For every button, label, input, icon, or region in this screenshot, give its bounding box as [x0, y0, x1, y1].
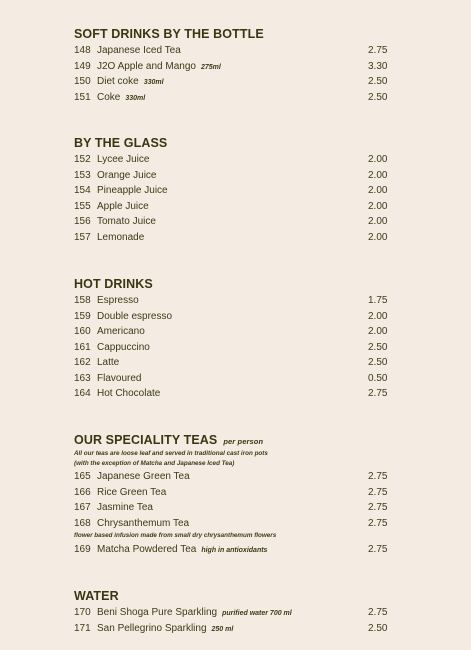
menu-item	[74, 230, 394, 246]
menu-item	[74, 500, 394, 516]
item-price: 2.00	[368, 326, 388, 337]
section-speciality-teas	[74, 431, 394, 557]
item-number: 160	[74, 326, 91, 337]
item-number: 156	[74, 216, 91, 227]
item-number: 159	[74, 310, 91, 322]
item-size: 250 ml	[211, 625, 234, 633]
menu-item	[74, 485, 394, 501]
menu-item	[74, 386, 394, 402]
item-name: Espresso	[97, 295, 139, 306]
item-number: 155	[74, 200, 91, 212]
item-name: Lycee Juice	[97, 154, 150, 165]
tea-note-line: All our teas are loose leaf and served in traditional cast iron pots	[74, 450, 268, 457]
menu-item	[74, 168, 394, 184]
item-number: 151	[74, 91, 91, 103]
item-price: 2.00	[368, 216, 388, 227]
item-price: 2.00	[368, 154, 388, 165]
menu-item	[74, 43, 394, 59]
item-size: 330ml	[143, 79, 164, 86]
item-number: 166	[74, 486, 91, 498]
menu-item	[74, 152, 394, 168]
item-number: 152	[74, 154, 91, 165]
item-price: 2.75	[368, 388, 388, 399]
item-price: 2.75	[368, 471, 388, 482]
item-name: Orange Juice	[97, 169, 157, 181]
menu-item	[74, 59, 394, 75]
item-name: Beni Shoga Pure Sparkling	[97, 607, 218, 618]
item-number: 148	[74, 45, 91, 56]
tea-note-line: (with the exception of Matcha and Japanese Iced Tea)	[74, 459, 235, 467]
item-number: 169	[74, 543, 91, 555]
item-number: 171	[74, 622, 91, 634]
section-soft-drinks	[74, 25, 394, 105]
item-price: 2.00	[368, 200, 388, 212]
section-title: WATER	[74, 589, 119, 603]
item-price: 2.75	[368, 486, 388, 498]
menu-item	[74, 340, 394, 356]
menu-item	[74, 469, 394, 485]
item-price: 2.75	[368, 502, 388, 513]
item-name: Pineapple Juice	[97, 185, 168, 196]
item-size: purified water 700 ml	[222, 610, 292, 617]
item-number: 170	[74, 607, 91, 618]
item-price: 2.75	[368, 543, 388, 555]
item-name: Americano	[97, 326, 145, 337]
item-name: Rice Green Tea	[97, 486, 167, 498]
section-subtitle: per person	[223, 437, 264, 446]
menu-item	[74, 74, 394, 90]
item-name: Matcha Powdered Tea	[97, 543, 197, 555]
item-number: 163	[74, 372, 91, 384]
item-name: Japanese Green Tea	[97, 471, 190, 482]
item-name: Tomato Juice	[97, 216, 156, 227]
item-name: Diet coke	[97, 76, 139, 87]
item-price: 2.00	[368, 185, 388, 196]
section-title	[74, 431, 394, 449]
item-number: 167	[74, 502, 91, 513]
item-price: 2.75	[368, 517, 388, 529]
item-size: 275ml	[200, 63, 221, 71]
item-number: 157	[74, 231, 91, 243]
item-number: 165	[74, 471, 91, 482]
item-number: 158	[74, 295, 91, 306]
item-price: 3.30	[368, 60, 388, 72]
item-price: 2.50	[368, 76, 388, 87]
menu-item	[74, 183, 394, 199]
menu-item	[74, 355, 394, 371]
item-name: Latte	[97, 357, 120, 368]
item-number: 149	[74, 60, 91, 72]
item-price: 2.50	[368, 91, 388, 103]
item-number: 161	[74, 341, 91, 353]
item-name: San Pellegrino Sparkling	[97, 622, 207, 634]
item-number: 164	[74, 388, 91, 399]
item-number: 162	[74, 357, 91, 368]
item-name: J2O Apple and Mango	[97, 60, 196, 72]
item-price: 2.00	[368, 310, 388, 322]
menu-item	[74, 605, 394, 621]
menu-item	[74, 309, 394, 325]
item-name: Jasmine Tea	[97, 502, 153, 513]
item-number: 168	[74, 517, 91, 529]
section-title: SOFT DRINKS BY THE BOTTLE	[74, 27, 264, 41]
menu-item	[74, 516, 394, 532]
item-price: 0.50	[368, 372, 388, 384]
item-name: Hot Chocolate	[97, 388, 161, 399]
item-name: Double espresso	[97, 310, 173, 322]
section-title: BY THE GLASS	[74, 136, 168, 150]
menu-item	[74, 621, 394, 637]
item-name: Chrysanthemum Tea	[97, 517, 190, 529]
section-by-the-glass	[74, 134, 394, 245]
menu-item	[74, 542, 394, 558]
item-number: 150	[74, 76, 91, 87]
item-size: high in antioxidants	[201, 546, 268, 554]
item-price: 1.75	[368, 295, 388, 306]
section-hot-drinks	[74, 275, 394, 402]
menu-item	[74, 293, 394, 309]
menu-item	[74, 371, 394, 387]
menu-item	[74, 324, 394, 340]
item-name: Coke	[97, 91, 121, 103]
section-title-text: OUR SPECIALITY TEAS	[74, 433, 218, 447]
section-title: HOT DRINKS	[74, 277, 153, 291]
menu-item	[74, 214, 394, 230]
menu-item	[74, 199, 394, 215]
chrysanthemum-note: flower based infusion made from small dry chrysanthemum flowers	[74, 532, 277, 539]
item-price: 2.00	[368, 231, 388, 243]
item-price: 2.50	[368, 357, 388, 368]
item-name: Japanese Iced Tea	[97, 45, 181, 56]
item-price: 2.75	[368, 607, 388, 618]
item-number: 154	[74, 185, 91, 196]
item-name: Lemonade	[97, 231, 145, 243]
item-size: 330ml	[125, 94, 146, 102]
section-water	[74, 587, 394, 636]
item-price: 2.50	[368, 341, 388, 353]
item-price: 2.50	[368, 622, 388, 634]
menu-item	[74, 90, 394, 106]
item-price: 2.00	[368, 169, 388, 181]
item-number: 153	[74, 169, 91, 181]
item-name: Apple Juice	[97, 200, 149, 212]
item-price: 2.75	[368, 45, 388, 56]
item-name: Cappuccino	[97, 341, 150, 353]
item-name: Flavoured	[97, 372, 142, 384]
